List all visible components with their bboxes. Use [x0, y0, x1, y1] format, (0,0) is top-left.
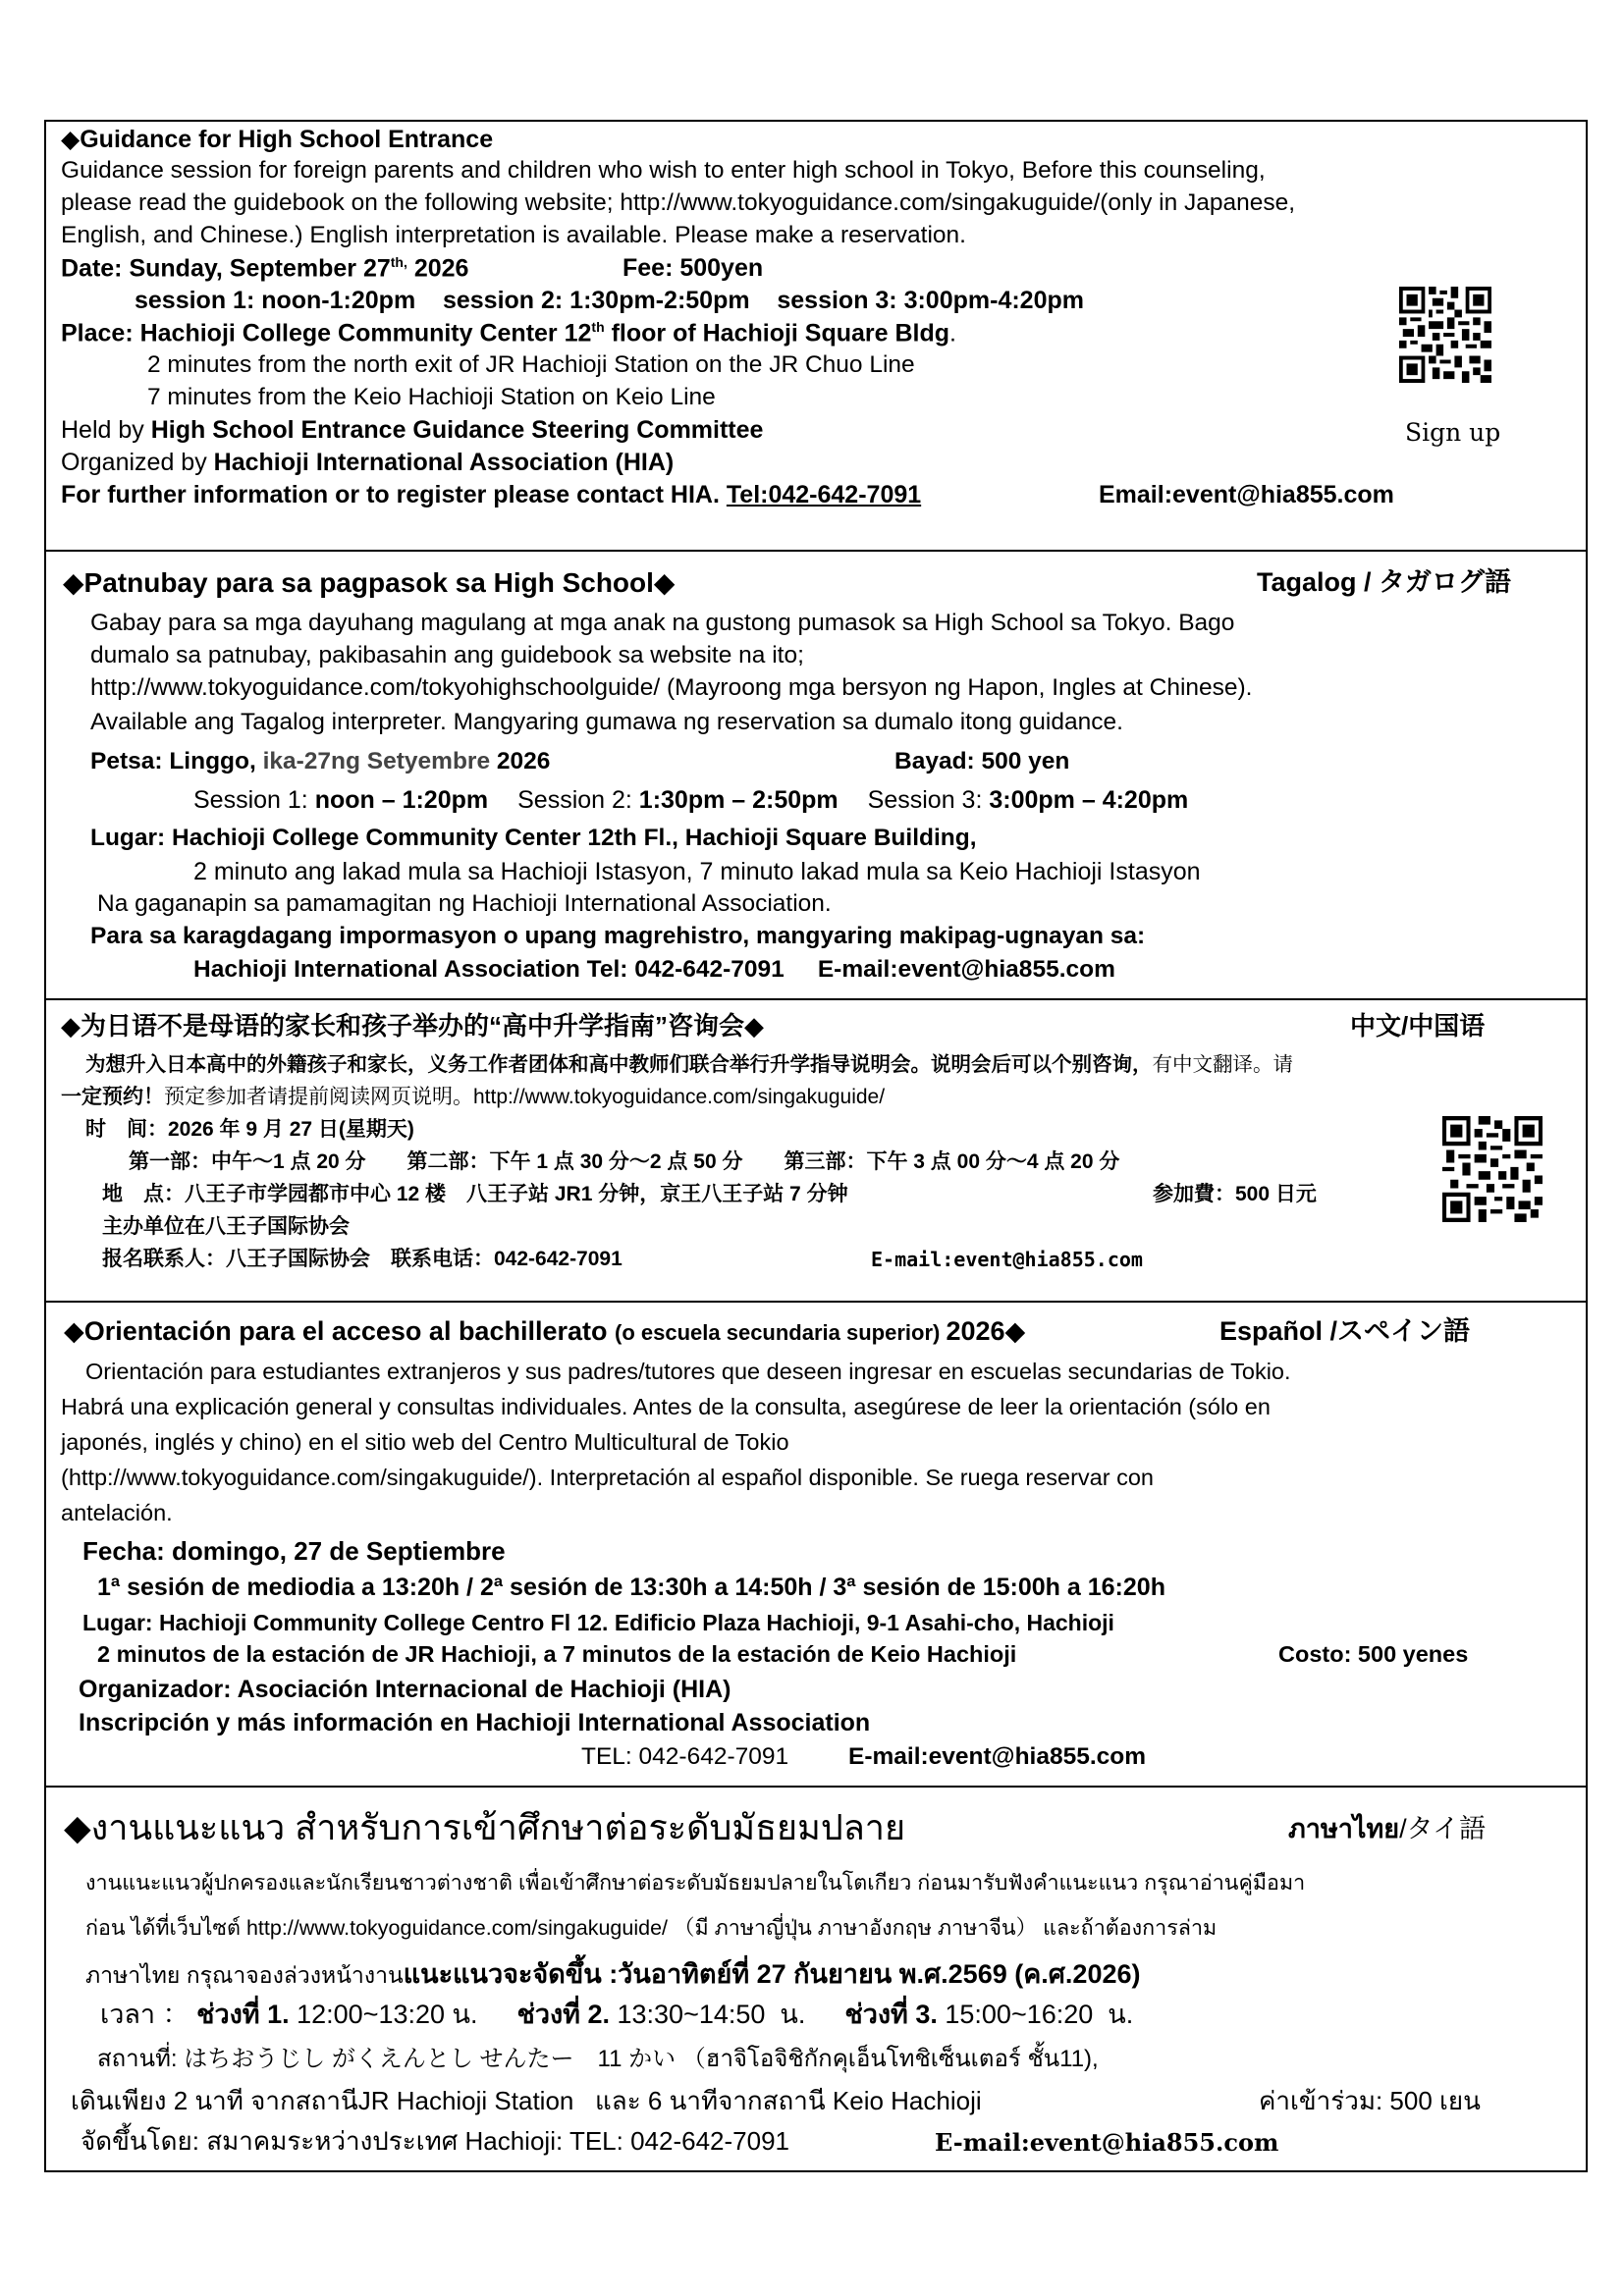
qr-code-icon[interactable]	[1399, 287, 1491, 383]
host-line: 主办单位在八王子国际协会	[102, 1215, 350, 1238]
section-title: ◆Orientación para el acceso al bachillerato (o escuela secundaria superior) 2026◆	[64, 1316, 1026, 1346]
access-line: 2 minuto ang lakad mula sa Hachioji Istasyon, 7 minuto lakad mula sa Keio Hachioji Istasyon	[193, 858, 1201, 885]
contact-line: 报名联系人：八王子国际协会 联系电话：042-642-7091	[102, 1248, 623, 1270]
event-fee: Costo: 500 yenes	[1278, 1641, 1469, 1667]
intro-line: antelación.	[61, 1500, 173, 1525]
section-title: ◆งานแนะแนว สำหรับการเข้าศึกษาต่อระดับมัธยมปลาย	[64, 1807, 906, 1847]
qr-code-graphic	[1399, 287, 1491, 383]
section-spanish	[46, 1301, 1586, 1786]
contact-line: Hachioji International Association Tel: 042-642-7091 E-mail:event@hia855.com	[193, 956, 1115, 983]
event-place: Place: Hachioji College Community Center 12th floor of Hachioji Square Bldg.	[61, 319, 956, 347]
session-times: 1ª sesión de mediodia a 13:20h / 2ª sesión de 13:30h a 14:50h / 3ª sesión de 15:00h a 16:20h	[97, 1574, 1165, 1601]
held-by: Na gaganapin sa pamamagitan ng Hachioji International Association.	[97, 890, 832, 917]
intro-line: งานแนะแนวผู้ปกครองและนักเรียนชาวต่างชาติ เพื่อเข้าศึกษาต่อระดับมัธยมปลายในโตเกียว ก่อนมารับฟังคำแนะแนว กรุณาอ่านคู่มือมา	[85, 1871, 1306, 1895]
intro-line: Guidance session for foreign parents and children who wish to enter high school in Tokyo, Before this counseling,	[61, 157, 1266, 184]
flyer-frame	[44, 120, 1588, 2172]
event-fee: Fee: 500yen	[623, 254, 764, 282]
contact-line: For further information or to register please contact HIA. Tel:042-642-7091	[61, 481, 922, 508]
intro-line: Habrá una explicación general y consultas individuales. Antes de la consulta, asegúrese de leer la orientación (sólo en	[61, 1394, 1271, 1419]
event-place: Lugar: Hachioji Community College Centro Fl 12. Edificio Plaza Hachioji, 9-1 Asahi-cho, Hachioji	[82, 1610, 1114, 1635]
event-place: Lugar: Hachioji College Community Center 12th Fl., Hachioji Square Building,	[90, 825, 977, 851]
email-link[interactable]: E-mail:event@hia855.com	[871, 1248, 1143, 1271]
event-date: ภาษาไทย กรุณาจองล่วงหน้างานแนะแนวจะจัดขึ้น :วันอาทิตย์ที่ 27 กันยายน พ.ศ.2569 (ค.ศ.2026)	[85, 1959, 1141, 1989]
tel-link[interactable]: TEL: 042-642-7091	[581, 1743, 789, 1770]
language-label: Español /スペイン語	[1219, 1316, 1471, 1346]
intro-line: Gabay para sa mga dayuhang magulang at mga anak na gustong pumasok sa High School sa Tokyo. Bago	[90, 610, 1235, 636]
intro-line: 为想升入日本高中的外籍孩子和家长，义务工作者团体和高中教师们联合举行升学指导说明会。说明会后可以个别咨询，有中文翻译。请	[85, 1053, 1293, 1076]
event-date: Date: Sunday, September $27^{th,}$ 2026	[61, 254, 469, 283]
tel-link[interactable]: Tel:042-642-7091	[726, 481, 922, 508]
intro-line: Available ang Tagalog interpreter. Mangyaring gumawa ng reservation sa dumalo itong guidance.	[90, 709, 1123, 735]
organized-by: Organized by Hachioji International Association (HIA)	[61, 449, 675, 476]
registration-info: Inscripción y más información en Hachioji International Association	[79, 1709, 871, 1736]
qr-code-graphic	[1442, 1116, 1543, 1222]
section-title: ◆为日语不是母语的家长和孩子举办的“高中升学指南”咨询会◆	[61, 1011, 764, 1041]
intro-line: ก่อน ได้ที่เว็บไซต์ http://www.tokyoguidance.com/singakuguide/ （มี ภาษาญี่ปุ่น ภาษาอังกฤษ ภาษาจีน） และถ้าต้องการล่าม	[85, 1916, 1218, 1940]
access-line: 2 minutes from the north exit of JR Hachioji Station on the JR Chuo Line	[147, 351, 915, 378]
email-link[interactable]: E-mail:event@hia855.com	[848, 1743, 1147, 1770]
session-times: เวลา ： ช่วงที่ 1. 12:00~13:20 น. ช่วงที่ 2. 13:30~14:50 น. ช่วงที่ 3. 15:00~16:20 น.	[100, 2000, 1134, 2029]
event-fee: ค่าเข้าร่วม: 500 เยน	[1259, 2086, 1481, 2115]
email-link[interactable]: E-mail:event@hia855.com	[935, 2128, 1279, 2157]
held-by: Held by High School Entrance Guidance Steering Committee	[61, 416, 764, 444]
event-place: 地 点：八王子市学园都市中心 12 楼 八王子站 JR1 分钟，京王八王子站 7 分钟	[102, 1183, 848, 1205]
intro-line: Orientación para estudiantes extranjeros y sus padres/tutores que deseen ingresar en escuelas secundarias de Tokio.	[85, 1359, 1291, 1384]
intro-line: please read the guidebook on the following website; http://www.tokyoguidance.com/singakuguide/(only in Japanese,	[61, 189, 1296, 216]
event-date: Petsa: Linggo, ika-27ng Setyembre 2026	[90, 748, 551, 774]
session-times: Session 1: noon – 1:20pm Session 2: 1:30pm – 2:50pm Session 3: 3:00pm – 4:20pm	[193, 786, 1189, 814]
language-label: 中文/中国语	[1350, 1011, 1486, 1041]
event-date: Fecha: domingo, 27 de Septiembre	[82, 1536, 506, 1566]
qr-code-icon[interactable]	[1442, 1116, 1543, 1222]
event-fee: Bayad: 500 yen	[894, 748, 1070, 774]
intro-line: japonés, inglés y chino) en el sitio web del Centro Multicultural de Tokio	[61, 1429, 789, 1455]
section-english	[46, 122, 1586, 550]
intro-line: dumalo sa patnubay, pakibasahin ang guidebook sa website na ito;	[90, 642, 804, 668]
access-line: 2 minutos de la estación de JR Hachioji, a 7 minutos de la estación de Keio Hachioji	[97, 1641, 1017, 1667]
session-times: session 1: noon-1:20pm session 2: 1:30pm-2:50pm session 3: 3:00pm-4:20pm	[135, 287, 1084, 314]
intro-line: http://www.tokyoguidance.com/tokyohighschoolguide/ (Mayroong mga bersyon ng Hapon, Ingles at Chinese).	[90, 674, 1253, 701]
section-title: ◆Patnubay para sa pagpasok sa High School◆	[63, 567, 676, 598]
event-fee: 参加費：500 日元	[1153, 1183, 1317, 1205]
section-thai	[46, 1786, 1586, 2174]
sign-up-label: Sign up	[1405, 418, 1501, 447]
section-chinese	[46, 998, 1586, 1301]
organizer: จัดขึ้นโดย: สมาคมระหว่างประเทศ Hachioji: TEL: 042-642-7091	[81, 2126, 789, 2156]
intro-line: (http://www.tokyoguidance.com/singakuguide/). Interpretación al español disponible. Se ruega reservar con	[61, 1465, 1154, 1490]
access-line: 7 minutes from the Keio Hachioji Station on Keio Line	[147, 384, 716, 410]
language-label: ภาษาไทย/タイ語	[1288, 1814, 1487, 1843]
section-title: ◆Guidance for High School Entrance	[61, 126, 494, 153]
intro-line: 一定预约！预定参加者请提前阅读网页说明。http://www.tokyoguidance.com/singakuguide/	[61, 1086, 886, 1108]
access-line: เดินเพียง 2 นาที จากสถานีJR Hachioji Station และ 6 นาทีจากสถานี Keio Hachioji	[71, 2086, 982, 2115]
intro-line: English, and Chinese.) English interpretation is available. Please make a reservation.	[61, 222, 966, 248]
language-label: Tagalog / タガログ語	[1257, 567, 1512, 597]
more-info: Para sa karagdagang impormasyon o upang magrehistro, mangyaring makipag-ugnayan sa:	[90, 923, 1146, 949]
organizer: Organizador: Asociación Internacional de Hachioji (HIA)	[79, 1676, 731, 1703]
event-place: สถานที่: はちおうじし がくえんとし せんたー 11 かい （ฮาจิโอจิชิกักคุเอ็นโทชิเซ็นเตอร์ ชั้น11),	[97, 2046, 1099, 2072]
email-link[interactable]: Email:event@hia855.com	[1099, 481, 1394, 508]
event-time: 时 间：2026 年 9 月 27 日(星期天)	[85, 1118, 414, 1141]
session-times: 第一部：中午～1 点 20 分 第二部：下午 1 点 30 分～2 点 50 分 第三部：下午 3 点 00 分～4 点 20 分	[129, 1150, 1120, 1173]
section-tagalog	[46, 550, 1586, 998]
